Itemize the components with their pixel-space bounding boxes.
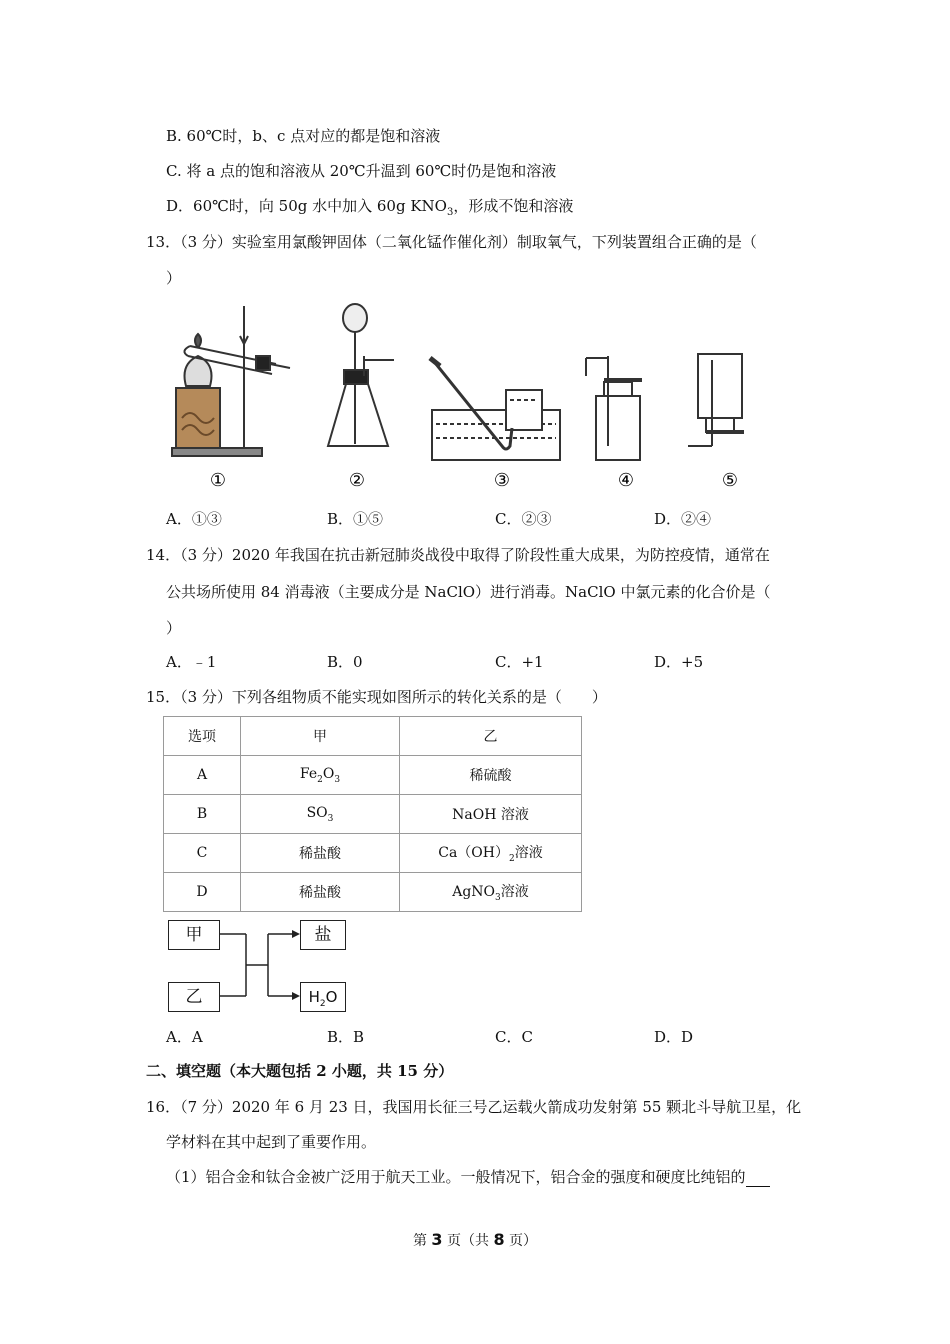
cell-option: D	[164, 873, 241, 912]
cell-yi: NaOH 溶液	[400, 795, 582, 834]
q15-option-b: B．B	[327, 1028, 365, 1046]
cell-yi-text-end: 溶液	[514, 845, 543, 862]
q12-option-d	[166, 196, 573, 223]
water-o: O	[325, 988, 338, 1006]
cell-yi-text-end: 溶液	[500, 884, 529, 901]
diagram-box-salt: 盐	[300, 920, 346, 950]
cell-jia-text: SO	[306, 804, 328, 821]
table-row	[164, 873, 582, 912]
q16-sub1-text: （1）铝合金和钛合金被广泛用于航天工业。一般情况下，铝合金的强度和硬度比纯铝的	[166, 1168, 746, 1186]
footer-pre: 第	[412, 1233, 432, 1249]
water-h: H	[308, 988, 320, 1006]
apparatus-5-gas-bottle-down	[688, 354, 744, 446]
cell-yi-text: Ca（OH）	[438, 845, 509, 862]
q13-stem-cont: ）	[166, 269, 182, 287]
table-row	[164, 756, 582, 795]
arrow-to-water-icon	[292, 992, 300, 1000]
apparatus-1-heating-tube	[172, 306, 290, 456]
cell-jia-sub2: 3	[334, 774, 341, 785]
water-sub: 2	[319, 999, 326, 1009]
apparatus-label-4: ④	[617, 470, 635, 491]
apparatus-4-gas-bottle-up	[586, 356, 642, 460]
section-2-heading: 二、填空题（本大题包括 2 小题，共 15 分）	[146, 1062, 454, 1080]
q12-option-d-text: D．60℃时，向 50g 水中加入 60g KNO	[166, 197, 447, 215]
q13-option-a: A．①③	[166, 510, 222, 528]
header-option: 选项	[164, 717, 241, 756]
cell-option: B	[164, 795, 241, 834]
page-footer	[0, 1230, 950, 1250]
footer-post: 页）	[504, 1233, 538, 1249]
q13-option-d: D．②④	[654, 510, 712, 528]
cell-yi	[400, 834, 582, 873]
q15-table	[163, 716, 582, 912]
table-row	[164, 795, 582, 834]
diagram-box-water	[300, 982, 346, 1012]
cell-jia	[241, 756, 400, 795]
q12-option-d-sub: 3	[446, 207, 454, 218]
q13-apparatus-figure	[160, 296, 780, 496]
q14-option-b: B．0	[327, 653, 363, 671]
cell-yi-sub: 3	[495, 892, 501, 903]
q12-option-b: B. 60℃时，b、c 点对应的都是饱和溶液	[166, 127, 441, 145]
cell-yi: 稀硫酸	[400, 756, 582, 795]
cell-jia-text: Fe	[299, 765, 318, 782]
q13-stem: 13．（3 分）实验室用氯酸钾固体（二氧化锰作催化剂）制取氧气，下列装置组合正确的是（	[146, 233, 757, 251]
cell-jia: 稀盐酸	[241, 834, 400, 873]
cell-jia	[241, 795, 400, 834]
cell-jia-sub: 2	[317, 774, 323, 785]
q14-stem-line2: 公共场所使用 84 消毒液（主要成分是 NaClO）进行消毒。NaClO 中氯元素的化合价是（	[166, 583, 771, 601]
apparatus-label-1: ①	[209, 470, 227, 491]
table-header-row	[164, 717, 582, 756]
cell-jia: 稀盐酸	[241, 873, 400, 912]
q14-option-c: C．+1	[495, 653, 544, 671]
diagram-box-jia: 甲	[168, 920, 220, 950]
q14-option-d: D．+5	[654, 653, 704, 671]
q14-option-a: A．﹣1	[166, 653, 217, 671]
cell-yi-sub: 2	[509, 853, 515, 864]
q15-option-d: D．D	[654, 1028, 694, 1046]
cell-yi-text: AgNO	[452, 884, 496, 901]
q12-option-d-text-end: ，形成不饱和溶液	[453, 197, 574, 215]
apparatus-label-2: ②	[348, 470, 366, 491]
q13-option-b: B．①⑤	[327, 510, 384, 528]
q12-option-c: C. 将 a 点的饱和溶液从 20℃升温到 60℃时仍是饱和溶液	[166, 162, 557, 180]
cell-jia-sub: 3	[327, 813, 334, 824]
cell-jia-mid: O	[322, 765, 335, 782]
q15-option-c: C．C	[495, 1028, 533, 1046]
apparatus-3-water-trough	[430, 358, 560, 460]
q16-sub1	[166, 1167, 770, 1187]
diagram-connectors	[218, 920, 302, 1012]
arrow-to-salt-icon	[292, 930, 300, 938]
q13-option-c: C．②③	[495, 510, 552, 528]
footer-total-pages: 8	[493, 1230, 505, 1249]
apparatus-label-3: ③	[493, 470, 511, 491]
header-yi: 乙	[400, 717, 582, 756]
apparatus-label-5: ⑤	[721, 470, 739, 491]
q15-option-a: A．A	[166, 1028, 203, 1046]
cell-option: A	[164, 756, 241, 795]
footer-mid: 页（共	[442, 1233, 494, 1249]
answer-blank[interactable]	[746, 1170, 770, 1187]
q15-stem: 15．（3 分）下列各组物质不能实现如图所示的转化关系的是（ ）	[146, 688, 607, 706]
footer-page-number: 3	[431, 1230, 443, 1249]
header-jia: 甲	[241, 717, 400, 756]
apparatus-2-conical-flask	[328, 304, 394, 446]
cell-yi	[400, 873, 582, 912]
cell-option: C	[164, 834, 241, 873]
q14-stem-line3: ）	[166, 619, 182, 637]
q14-stem-line1: 14．（3 分）2020 年我国在抗击新冠肺炎战役中取得了阶段性重大成果，为防控疫情，通常在	[146, 546, 770, 564]
diagram-box-yi: 乙	[168, 982, 220, 1012]
table-row	[164, 834, 582, 873]
q16-stem-line2: 学材料在其中起到了重要作用。	[166, 1133, 377, 1151]
q16-stem-line1: 16．（7 分）2020 年 6 月 23 日，我国用长征三号乙运载火箭成功发射第 55 颗北斗导航卫星，化	[146, 1098, 802, 1116]
